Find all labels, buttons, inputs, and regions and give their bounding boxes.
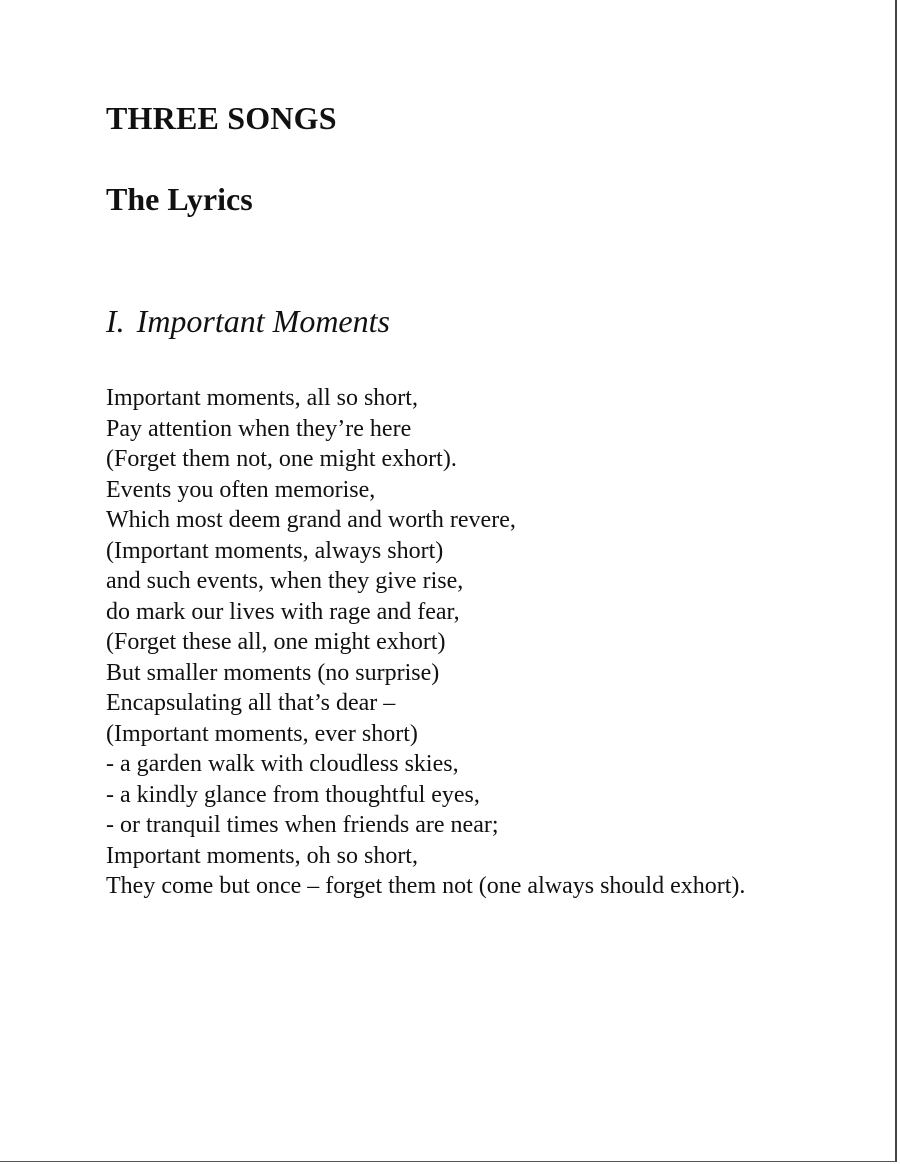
document-title: THREE SONGS — [106, 100, 337, 136]
document-subtitle: The Lyrics — [106, 181, 253, 217]
lyric-line: - a kindly glance from thoughtful eyes, — [106, 781, 480, 808]
lyric-line: They come but once – forget them not (one always should exhort). — [106, 873, 746, 899]
lyric-line: Important moments, all so short, — [106, 385, 418, 411]
lyric-line: But smaller moments (no surprise) — [106, 659, 440, 686]
lyric-line: (Important moments, ever short) — [106, 720, 418, 747]
lyric-line: and such events, when they give rise, — [106, 568, 464, 594]
lyrics-stanza — [106, 383, 745, 902]
song-title: Important Moments — [136, 303, 390, 339]
lyric-line: (Important moments, always short) — [106, 537, 444, 564]
lyric-line: - or tranquil times when friends are near; — [106, 812, 499, 838]
lyric-line: (Forget these all, one might exhort) — [106, 629, 446, 655]
lyric-line: (Forget them not, one might exhort). — [106, 446, 457, 472]
lyric-line: Encapsulating all that’s dear – — [106, 690, 396, 716]
song-number: I. — [106, 303, 125, 339]
lyric-line: do mark our lives with rage and fear, — [106, 598, 460, 625]
lyric-line: - a garden walk with cloudless skies, — [106, 751, 459, 777]
lyric-line: Important moments, oh so short, — [106, 842, 418, 869]
lyric-line: Which most deem grand and worth revere, — [106, 507, 516, 533]
lyric-line: Pay attention when they’re here — [106, 415, 412, 442]
song-heading — [106, 303, 390, 340]
lyric-line: Events you often memorise, — [106, 476, 376, 503]
